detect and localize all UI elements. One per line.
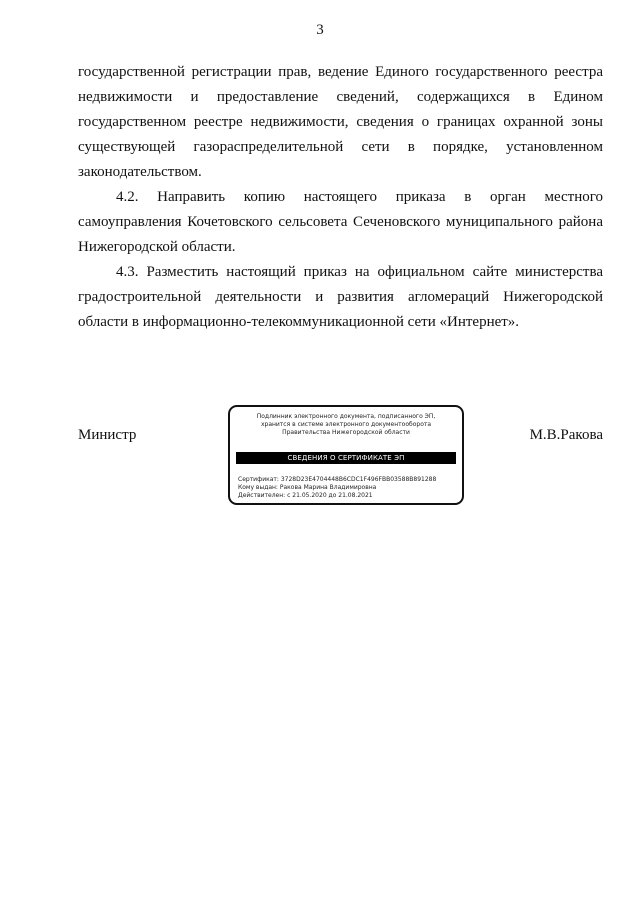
paragraph-continuation: государственной регистрации прав, ведение Единого государственного реестра недвижимости и предоставление сведений, содержащихся в Едином государственном реестре недвижимости, сведения о границах охранной зоны существующей газораспределительной сети в порядке, установленном законодательством. (78, 64, 603, 180)
stamp-validity: Действителен: с 21.05.2020 до 21.08.2021 (238, 492, 373, 499)
page-number: 3 (316, 22, 324, 38)
stamp-header-line: Подлинник электронного документа, подписанного ЭП, (256, 413, 436, 420)
stamp-header-line: хранится в системе электронного документооборота (260, 421, 432, 428)
stamp-title: СВЕДЕНИЯ О СЕРТИФИКАТЕ ЭП (236, 452, 456, 464)
signer-name: М.В.Ракова (529, 427, 603, 443)
stamp-details (238, 476, 456, 500)
stamp-header (238, 413, 454, 437)
document-body (78, 60, 603, 335)
stamp-issued-to: Кому выдан: Ракова Марина Владимировна (238, 484, 377, 491)
stamp-header-line: Правительства Нижегородской области (282, 429, 410, 436)
paragraph-4-2: 4.2. Направить копию настоящего приказа в орган местного самоуправления Кочетовского сельсовета Сеченовского муниципального района Нижегородской области. (78, 189, 603, 255)
stamp-certificate: Сертификат: 3728D23E4704448B6CDC1F496FBB03588B891288 (238, 476, 437, 483)
signer-position: Министр (78, 427, 137, 443)
electronic-signature-stamp (228, 405, 464, 505)
paragraph-4-3: 4.3. Разместить настоящий приказ на официальном сайте министерства градостроительной деятельности и развития агломераций Нижегородской области в информационно-телекоммуникационной сети «Интернет». (78, 264, 603, 330)
